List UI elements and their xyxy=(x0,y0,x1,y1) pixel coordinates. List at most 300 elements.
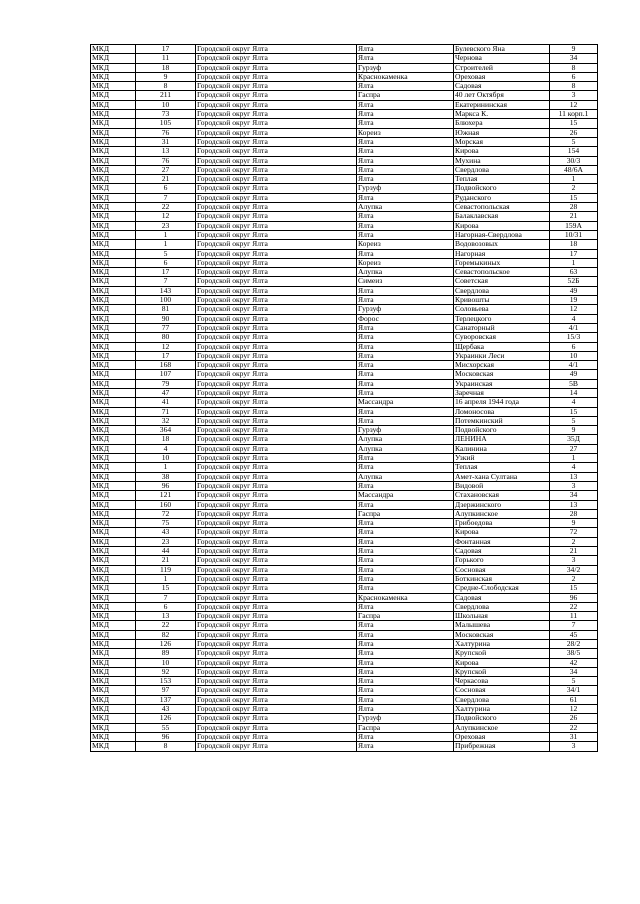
table-row xyxy=(91,193,598,202)
house-number-cell: 2 xyxy=(550,184,598,193)
table-row xyxy=(91,286,598,295)
house-number-cell: 30/3 xyxy=(550,156,598,165)
id-cell: 82 xyxy=(136,630,196,639)
table-row xyxy=(91,695,598,704)
street-cell: Подвойского xyxy=(454,714,550,723)
building-type-cell: МКД xyxy=(91,361,136,370)
district-cell: Городской округ Ялта xyxy=(196,147,357,156)
building-type-cell: МКД xyxy=(91,472,136,481)
locality-cell: Ялта xyxy=(357,82,454,91)
id-cell: 1 xyxy=(136,463,196,472)
street-cell: Теплая xyxy=(454,175,550,184)
building-type-cell: МКД xyxy=(91,444,136,453)
street-cell: Сосновая xyxy=(454,565,550,574)
house-number-cell: 22 xyxy=(550,723,598,732)
street-cell: ЛЕНИНА xyxy=(454,435,550,444)
locality-cell: Ялта xyxy=(357,537,454,546)
id-cell: 18 xyxy=(136,435,196,444)
house-number-cell: 26 xyxy=(550,128,598,137)
street-cell: Горемыкиных xyxy=(454,258,550,267)
house-number-cell: 49 xyxy=(550,286,598,295)
locality-cell: Ялта xyxy=(357,370,454,379)
district-cell: Городской округ Ялта xyxy=(196,119,357,128)
house-number-cell: 4 xyxy=(550,463,598,472)
building-type-cell: МКД xyxy=(91,119,136,128)
building-type-cell: МКД xyxy=(91,481,136,490)
street-cell: Советская xyxy=(454,277,550,286)
locality-cell: Ялта xyxy=(357,565,454,574)
street-cell: Украинская xyxy=(454,379,550,388)
house-number-cell: 34/2 xyxy=(550,565,598,574)
district-cell: Городской округ Ялта xyxy=(196,323,357,332)
building-type-cell: МКД xyxy=(91,388,136,397)
locality-cell: Алупка xyxy=(357,472,454,481)
id-cell: 17 xyxy=(136,351,196,360)
locality-cell: Ялта xyxy=(357,119,454,128)
district-cell: Городской округ Ялта xyxy=(196,54,357,63)
table-row xyxy=(91,481,598,490)
house-number-cell: 3 xyxy=(550,556,598,565)
locality-cell: Ялта xyxy=(357,416,454,425)
locality-cell: Гурзуф xyxy=(357,63,454,72)
id-cell: 97 xyxy=(136,686,196,695)
house-number-cell: 154 xyxy=(550,147,598,156)
id-cell: 21 xyxy=(136,175,196,184)
locality-cell: Гурзуф xyxy=(357,184,454,193)
district-cell: Городской округ Ялта xyxy=(196,686,357,695)
locality-cell: Ялта xyxy=(357,193,454,202)
district-cell: Городской округ Ялта xyxy=(196,621,357,630)
table-row xyxy=(91,537,598,546)
table-row xyxy=(91,407,598,416)
building-type-cell: МКД xyxy=(91,100,136,109)
house-number-cell: 11 xyxy=(550,612,598,621)
locality-cell: Ялта xyxy=(357,454,454,463)
id-cell: 105 xyxy=(136,119,196,128)
street-cell: Соловьева xyxy=(454,305,550,314)
building-type-cell: МКД xyxy=(91,612,136,621)
id-cell: 13 xyxy=(136,147,196,156)
table-row xyxy=(91,110,598,119)
locality-cell: Ялта xyxy=(357,519,454,528)
id-cell: 126 xyxy=(136,714,196,723)
district-cell: Городской округ Ялта xyxy=(196,184,357,193)
id-cell: 4 xyxy=(136,444,196,453)
street-cell: Малышева xyxy=(454,621,550,630)
district-cell: Городской округ Ялта xyxy=(196,314,357,323)
id-cell: 126 xyxy=(136,640,196,649)
street-cell: Сосновая xyxy=(454,686,550,695)
house-number-cell: 9 xyxy=(550,519,598,528)
locality-cell: Ялта xyxy=(357,640,454,649)
street-cell: Блюхера xyxy=(454,119,550,128)
district-cell: Городской округ Ялта xyxy=(196,574,357,583)
table-row xyxy=(91,258,598,267)
building-type-cell: МКД xyxy=(91,537,136,546)
id-cell: 75 xyxy=(136,519,196,528)
street-cell: Руданского xyxy=(454,193,550,202)
house-number-cell: 8 xyxy=(550,82,598,91)
district-cell: Городской округ Ялта xyxy=(196,388,357,397)
locality-cell: Ялта xyxy=(357,110,454,119)
district-cell: Городской округ Ялта xyxy=(196,612,357,621)
district-cell: Городской округ Ялта xyxy=(196,193,357,202)
table-row xyxy=(91,137,598,146)
street-cell: Садовая xyxy=(454,593,550,602)
street-cell: Екатерининская xyxy=(454,100,550,109)
locality-cell: Краснокаменка xyxy=(357,593,454,602)
id-cell: 77 xyxy=(136,323,196,332)
building-type-cell: МКД xyxy=(91,63,136,72)
id-cell: 81 xyxy=(136,305,196,314)
locality-cell: Гурзуф xyxy=(357,426,454,435)
table-row xyxy=(91,91,598,100)
house-number-cell: 2 xyxy=(550,574,598,583)
district-cell: Городской округ Ялта xyxy=(196,156,357,165)
locality-cell: Ялта xyxy=(357,249,454,258)
id-cell: 107 xyxy=(136,370,196,379)
id-cell: 73 xyxy=(136,110,196,119)
building-type-cell: МКД xyxy=(91,723,136,732)
street-cell: Свердлова xyxy=(454,602,550,611)
locality-cell: Ялта xyxy=(357,388,454,397)
street-cell: Южная xyxy=(454,128,550,137)
table-row xyxy=(91,528,598,537)
table-row xyxy=(91,268,598,277)
id-cell: 44 xyxy=(136,547,196,556)
district-cell: Городской округ Ялта xyxy=(196,221,357,230)
id-cell: 21 xyxy=(136,556,196,565)
id-cell: 22 xyxy=(136,203,196,212)
building-type-cell: МКД xyxy=(91,509,136,518)
building-type-cell: МКД xyxy=(91,268,136,277)
building-type-cell: МКД xyxy=(91,705,136,714)
district-cell: Городской округ Ялта xyxy=(196,305,357,314)
house-number-cell: 34 xyxy=(550,54,598,63)
building-type-cell: МКД xyxy=(91,193,136,202)
district-cell: Городской округ Ялта xyxy=(196,584,357,593)
street-cell: Черкасова xyxy=(454,677,550,686)
district-cell: Городской округ Ялта xyxy=(196,416,357,425)
building-type-cell: МКД xyxy=(91,91,136,100)
table-row xyxy=(91,584,598,593)
building-type-cell: МКД xyxy=(91,221,136,230)
street-cell: Мухина xyxy=(454,156,550,165)
id-cell: 160 xyxy=(136,500,196,509)
locality-cell: Гурзуф xyxy=(357,714,454,723)
building-type-cell: МКД xyxy=(91,165,136,174)
house-number-cell: 19 xyxy=(550,296,598,305)
building-type-cell: МКД xyxy=(91,351,136,360)
building-type-cell: МКД xyxy=(91,379,136,388)
street-cell: Водовозовых xyxy=(454,240,550,249)
street-cell: Булевского Яна xyxy=(454,45,550,54)
building-type-cell: МКД xyxy=(91,491,136,500)
table-body xyxy=(91,45,598,752)
district-cell: Городской округ Ялта xyxy=(196,296,357,305)
locality-cell: Ялта xyxy=(357,165,454,174)
id-cell: 121 xyxy=(136,491,196,500)
district-cell: Городской округ Ялта xyxy=(196,240,357,249)
street-cell: Боткинская xyxy=(454,574,550,583)
street-cell: Маркса К. xyxy=(454,110,550,119)
building-type-cell: МКД xyxy=(91,658,136,667)
locality-cell: Ялта xyxy=(357,147,454,156)
table-row xyxy=(91,342,598,351)
building-type-cell: МКД xyxy=(91,323,136,332)
house-number-cell: 27 xyxy=(550,444,598,453)
id-cell: 43 xyxy=(136,705,196,714)
district-cell: Городской округ Ялта xyxy=(196,677,357,686)
street-cell: Кирова xyxy=(454,528,550,537)
district-cell: Городской округ Ялта xyxy=(196,137,357,146)
locality-cell: Массандра xyxy=(357,398,454,407)
id-cell: 6 xyxy=(136,602,196,611)
house-number-cell: 3 xyxy=(550,481,598,490)
house-number-cell: 13 xyxy=(550,500,598,509)
house-number-cell: 34 xyxy=(550,667,598,676)
locality-cell: Ялта xyxy=(357,574,454,583)
table-row xyxy=(91,556,598,565)
locality-cell: Алупка xyxy=(357,203,454,212)
district-cell: Городской округ Ялта xyxy=(196,175,357,184)
house-number-cell: 15 xyxy=(550,584,598,593)
id-cell: 8 xyxy=(136,742,196,751)
district-cell: Городской округ Ялта xyxy=(196,435,357,444)
id-cell: 23 xyxy=(136,221,196,230)
id-cell: 43 xyxy=(136,528,196,537)
id-cell: 7 xyxy=(136,193,196,202)
building-type-cell: МКД xyxy=(91,565,136,574)
house-number-cell: 1 xyxy=(550,258,598,267)
locality-cell: Краснокаменка xyxy=(357,72,454,81)
locality-cell: Ялта xyxy=(357,323,454,332)
district-cell: Городской округ Ялта xyxy=(196,407,357,416)
locality-cell: Ялта xyxy=(357,649,454,658)
table-row xyxy=(91,221,598,230)
table-row xyxy=(91,82,598,91)
district-cell: Городской округ Ялта xyxy=(196,286,357,295)
building-type-cell: МКД xyxy=(91,212,136,221)
table-row xyxy=(91,370,598,379)
street-cell: Садовая xyxy=(454,82,550,91)
locality-cell: Кореиз xyxy=(357,258,454,267)
building-type-cell: МКД xyxy=(91,137,136,146)
district-cell: Городской округ Ялта xyxy=(196,732,357,741)
building-type-cell: МКД xyxy=(91,547,136,556)
district-cell: Городской округ Ялта xyxy=(196,509,357,518)
house-number-cell: 5 xyxy=(550,677,598,686)
street-cell: Теплая xyxy=(454,463,550,472)
id-cell: 12 xyxy=(136,212,196,221)
table-row xyxy=(91,454,598,463)
street-cell: Нагорная-Свердлова xyxy=(454,230,550,239)
table-row xyxy=(91,203,598,212)
district-cell: Городской округ Ялта xyxy=(196,705,357,714)
locality-cell: Ялта xyxy=(357,351,454,360)
district-cell: Городской округ Ялта xyxy=(196,695,357,704)
building-type-cell: МКД xyxy=(91,500,136,509)
id-cell: 137 xyxy=(136,695,196,704)
locality-cell: Ялта xyxy=(357,547,454,556)
building-type-cell: МКД xyxy=(91,732,136,741)
locality-cell: Ялта xyxy=(357,584,454,593)
id-cell: 15 xyxy=(136,584,196,593)
building-type-cell: МКД xyxy=(91,714,136,723)
table-row xyxy=(91,547,598,556)
table-row xyxy=(91,621,598,630)
table-row xyxy=(91,351,598,360)
table-row xyxy=(91,686,598,695)
street-cell: Ореховая xyxy=(454,732,550,741)
district-cell: Городской округ Ялта xyxy=(196,426,357,435)
table-row xyxy=(91,630,598,639)
building-type-cell: МКД xyxy=(91,677,136,686)
street-cell: Видовой xyxy=(454,481,550,490)
locality-cell: Ялта xyxy=(357,342,454,351)
building-type-cell: МКД xyxy=(91,128,136,137)
district-cell: Городской округ Ялта xyxy=(196,91,357,100)
locality-cell: Гаспра xyxy=(357,509,454,518)
id-cell: 38 xyxy=(136,472,196,481)
building-type-cell: МКД xyxy=(91,230,136,239)
street-cell: Потемкинский xyxy=(454,416,550,425)
street-cell: Московская xyxy=(454,630,550,639)
locality-cell: Ялта xyxy=(357,630,454,639)
building-type-cell: МКД xyxy=(91,621,136,630)
district-cell: Городской округ Ялта xyxy=(196,519,357,528)
id-cell: 17 xyxy=(136,45,196,54)
building-type-cell: МКД xyxy=(91,630,136,639)
id-cell: 47 xyxy=(136,388,196,397)
building-type-cell: МКД xyxy=(91,584,136,593)
id-cell: 90 xyxy=(136,314,196,323)
building-type-cell: МКД xyxy=(91,110,136,119)
id-cell: 89 xyxy=(136,649,196,658)
id-cell: 32 xyxy=(136,416,196,425)
locality-cell: Кореиз xyxy=(357,128,454,137)
building-type-cell: МКД xyxy=(91,435,136,444)
street-cell: Грибоедова xyxy=(454,519,550,528)
district-cell: Городской округ Ялта xyxy=(196,110,357,119)
locality-cell: Алупка xyxy=(357,268,454,277)
house-number-cell: 15 xyxy=(550,119,598,128)
building-type-cell: МКД xyxy=(91,407,136,416)
street-cell: Морская xyxy=(454,137,550,146)
table-row xyxy=(91,677,598,686)
district-cell: Городской округ Ялта xyxy=(196,528,357,537)
street-cell: Горького xyxy=(454,556,550,565)
street-cell: Балаклавская xyxy=(454,212,550,221)
building-type-cell: МКД xyxy=(91,175,136,184)
locality-cell: Ялта xyxy=(357,621,454,630)
building-type-cell: МКД xyxy=(91,602,136,611)
street-cell: Свердлова xyxy=(454,695,550,704)
house-number-cell: 42 xyxy=(550,658,598,667)
street-cell: Халтурина xyxy=(454,640,550,649)
district-cell: Городской округ Ялта xyxy=(196,667,357,676)
district-cell: Городской округ Ялта xyxy=(196,342,357,351)
house-number-cell: 5 xyxy=(550,416,598,425)
house-number-cell: 4/1 xyxy=(550,323,598,332)
id-cell: 153 xyxy=(136,677,196,686)
building-type-cell: МКД xyxy=(91,593,136,602)
id-cell: 211 xyxy=(136,91,196,100)
street-cell: Прибрежная xyxy=(454,742,550,751)
house-number-cell: 26 xyxy=(550,714,598,723)
id-cell: 31 xyxy=(136,137,196,146)
house-number-cell: 96 xyxy=(550,593,598,602)
locality-cell: Ялта xyxy=(357,361,454,370)
district-cell: Городской округ Ялта xyxy=(196,500,357,509)
house-number-cell: 15 xyxy=(550,407,598,416)
table-row xyxy=(91,323,598,332)
table-row xyxy=(91,435,598,444)
locality-cell: Ялта xyxy=(357,137,454,146)
id-cell: 76 xyxy=(136,156,196,165)
street-cell: Стахановская xyxy=(454,491,550,500)
table-row xyxy=(91,156,598,165)
locality-cell: Ялта xyxy=(357,407,454,416)
building-type-cell: МКД xyxy=(91,156,136,165)
building-type-cell: МКД xyxy=(91,277,136,286)
table-row xyxy=(91,379,598,388)
locality-cell: Ялта xyxy=(357,100,454,109)
locality-cell: Ялта xyxy=(357,221,454,230)
house-number-cell: 21 xyxy=(550,212,598,221)
street-cell: Алупкинское xyxy=(454,723,550,732)
district-cell: Городской округ Ялта xyxy=(196,491,357,500)
district-cell: Городской округ Ялта xyxy=(196,723,357,732)
locality-cell: Ялта xyxy=(357,379,454,388)
house-number-cell: 63 xyxy=(550,268,598,277)
building-type-cell: МКД xyxy=(91,305,136,314)
locality-cell: Симеиз xyxy=(357,277,454,286)
id-cell: 1 xyxy=(136,230,196,239)
district-cell: Городской округ Ялта xyxy=(196,100,357,109)
street-cell: Свердлова xyxy=(454,165,550,174)
street-cell: Ломоносова xyxy=(454,407,550,416)
id-cell: 96 xyxy=(136,481,196,490)
id-cell: 92 xyxy=(136,667,196,676)
district-cell: Городской округ Ялта xyxy=(196,277,357,286)
street-cell: Московская xyxy=(454,370,550,379)
house-number-cell: 6 xyxy=(550,342,598,351)
district-cell: Городской округ Ялта xyxy=(196,128,357,137)
street-cell: Чернова xyxy=(454,54,550,63)
house-number-cell: 5 xyxy=(550,137,598,146)
district-cell: Городской округ Ялта xyxy=(196,72,357,81)
id-cell: 79 xyxy=(136,379,196,388)
house-number-cell: 28/2 xyxy=(550,640,598,649)
district-cell: Городской округ Ялта xyxy=(196,351,357,360)
id-cell: 71 xyxy=(136,407,196,416)
district-cell: Городской округ Ялта xyxy=(196,472,357,481)
house-number-cell: 18 xyxy=(550,240,598,249)
table-row xyxy=(91,361,598,370)
house-number-cell: 1 xyxy=(550,175,598,184)
locality-cell: Форос xyxy=(357,314,454,323)
house-number-cell: 34/1 xyxy=(550,686,598,695)
building-type-cell: МКД xyxy=(91,333,136,342)
locality-cell: Ялта xyxy=(357,686,454,695)
district-cell: Городской округ Ялта xyxy=(196,361,357,370)
street-cell: Заречная xyxy=(454,388,550,397)
house-number-cell: 34 xyxy=(550,491,598,500)
district-cell: Городской округ Ялта xyxy=(196,370,357,379)
id-cell: 96 xyxy=(136,732,196,741)
house-number-cell: 28 xyxy=(550,203,598,212)
